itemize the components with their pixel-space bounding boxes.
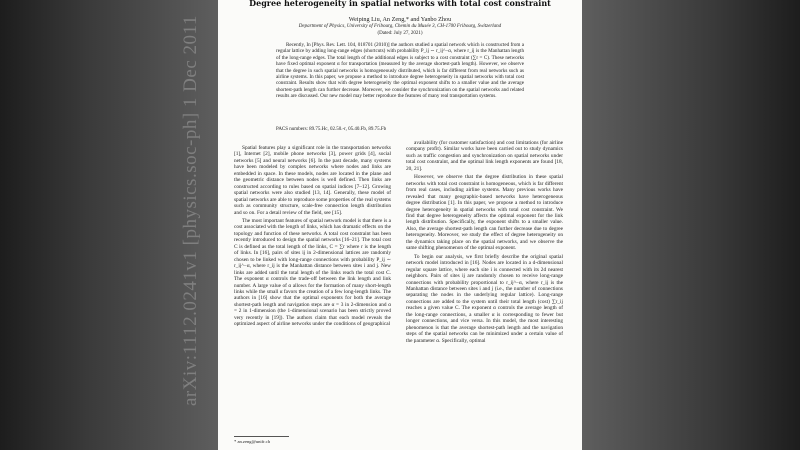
paper-page [218,0,582,450]
footnote-email: * an.zeng@unifr.ch [234,439,270,444]
paragraph: However, we observe that the degree distribution in these spatial networks with total cost constraint is homogeneous, which is far different from real cases, including airline systems. Many previous works have revealed that many geographic-based networks have heterogeneous degree distribution [1]. In this paper, we propose a method to introduce degree heterogeneity in spatial networks with total cost constraint. We find that degree heterogeneity affects the optimal exponent for the link length distribution. Specifically, the exponent shifts to a smaller value. Also, the average shortest-path length can further decrease due to degree heterogeneity. Moreover, we study the effect of degree heterogeneity on the dynamics taking place on the spatial networks, and we observe the same shifting phenomenon of the optimal exponent. [406,174,563,252]
paragraph: To begin our analysis, we first briefly describe the original spatial network model introduced in [16]. Nodes are located in a d-dimensional regular square lattice, where each site i is connected with its 2d nearest neighbors. Pairs of sites ij are randomly chosen to receive long-range connections with probability proportional to r_ij^−α, where r_ij is the Manhattan distance between sites i and j (i.e., the number of connections separating the nodes in the underlying regular lattice). Long-range connections are added to the system until their total length (cost) ∑r_ij reaches a given value C. The exponent α controls the average length of the long-range connections, a smaller α is corresponding to fewer but longer connections, and vice versa. In this model, the most interesting phenomenon is that the average shortest-path length and the navigation steps of the spatial networks can be minimized under a certain value of the parameter α. Specifically, optimal [406,253,563,344]
paper-title: Degree heterogeneity in spatial networks with total cost constraint [249,0,551,8]
body-column-right [406,140,563,450]
footnote-divider [234,436,289,437]
abstract: Recently, In [Phys. Rev. Lett. 104, 018701 (2010)] the authors studied a spatial network which is constructed from a regular lattice by adding long-range edges (shortcuts) with probability P_ij ∼ r_ij^−α, where r_ij is the Manhattan length of the long-range edges. The total length of the additional edges is subject to a cost constraint (∑r = C). These networks have fixed optimal exponent α for transportation (measured by the average shortest-path length). However, we observe that the degree in such spatial networks is homogeneously distributed, which is far different from real networks such as airline systems. In this paper, we propose a method to introduce degree heterogeneity in spatial networks with total cost constraint. Results show that with degree heterogeneity the optimal exponent shifts to a smaller value and the average shortest-path length can further decrease. Moreover, we consider the synchronization on the spatial networks and related results are discussed. Our new model may better reproduce the features of many real transportation systems. [276,42,524,100]
viewer-background-right [582,0,800,450]
date-line: (Dated: July 27, 2021) [377,31,423,36]
arxiv-identifier-stamp: arXiv:1112.0241v1 [physics.soc-ph] 1 Dec 2011 [180,15,201,406]
paragraph: The most important features of spatial network model is that there is a cost associated with the length of links, which has dramatic effects on the topology and function of these networks. A total cost constraint has been recently introduced to design the spatial networks [16–21]. The total cost C is defined as the total length of the links, C = ∑r where r is the length of links. In [16], pairs of sites ij in 2-dimensional lattices are randomly chosen to be linked with long-range connections with probability P_ij ∼ r_ij^−α, where r_ij is the Manhattan distance between sites i and j. New links are added until the total length of the links reach the total cost C. The exponent α controls the trade-off between the link length and link number. A large value of α allows for the formation of many short-length links while the small α favors the creation of a few long-length links. The authors in [16] show that the optimal exponents for both the average shortest-path length and navigation steps are α = 3 in 2-dimension and α = 2 in 1-dimension (the 1-dimensional scenario has been strictly proved very recently in [19]). The authors claim that each model reveals the optimized aspect of airline networks under the conditions of geographical [234,217,391,328]
paragraph: Spatial features play a significant role in the transportation networks [1], Internet [2], mobile phone networks [3], power grids [4], social networks [5] and neural networks [6]. In the past decade, many systems have been modeled by complex networks where nodes and links are embedded in space. In these models, nodes are located in the plane and the geometric distance between nodes is well defined. Then links are constructed according to rules based on spatial indices [7–12]. Growing spatial networks were also studied [13, 14]. Generally, these model of spatial networks are able to reproduce some properties of the real systems such as community structure, scale-free connection length distribution and so on. For a detail review of the field, see [15]. [234,145,391,216]
pacs-numbers: PACS numbers: 89.75.Hc, 02.50.-r, 05.40.Fb, 89.75.Fb [276,127,387,132]
author-list: Weiping Liu, An Zeng,* and Yanbo Zhou [348,16,452,23]
paragraph: availability (for customer satisfaction) and cost limitations (for airline company profit). Similar works have been carried out to study dynamics such as traffic congestion and synchronization on spatial networks under total cost constraint, and the optimal link length exponents are found [18, 20, 21]. [406,140,563,172]
affiliation: Department of Physics, University of Fribourg, Chemin du Musée 3, CH-1700 Fribourg, Switzerland [298,24,502,29]
body-column-left [234,145,391,445]
